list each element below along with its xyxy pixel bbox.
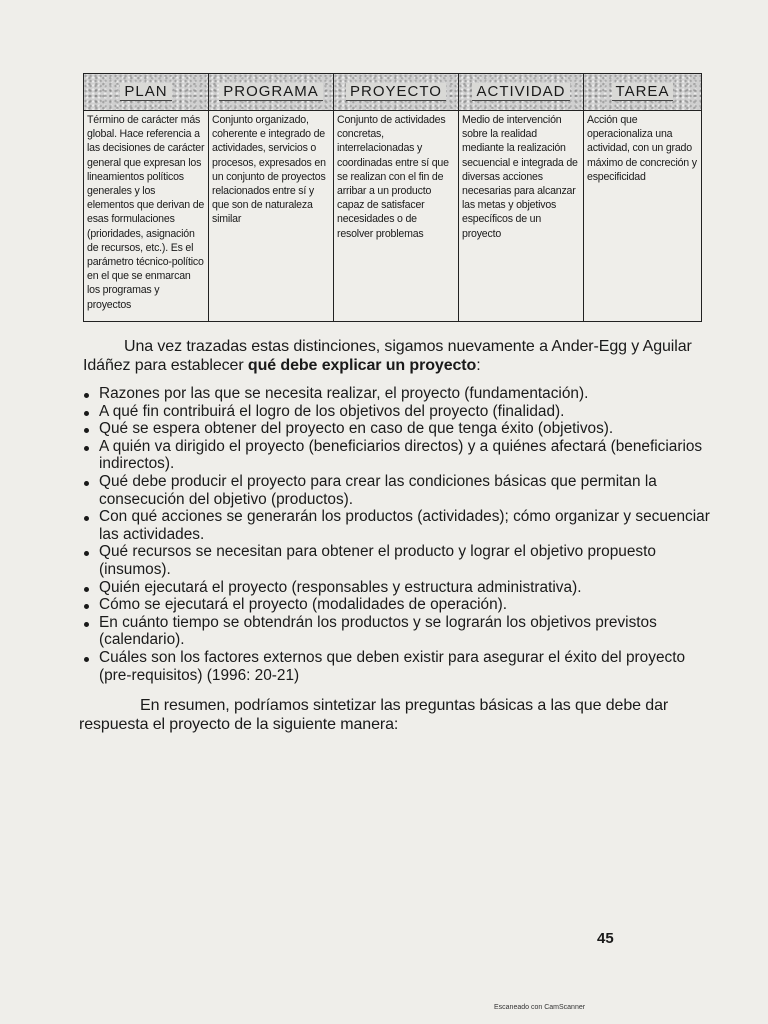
header-label: PROGRAMA (219, 83, 323, 101)
bullet-icon (84, 428, 89, 433)
intro-text: Una vez trazadas estas distinciones, sigamos nuevamente a Ander-Egg y Aguilar Idáñez para establecer (83, 338, 692, 374)
list-item-text: Cómo se ejecutará el proyecto (modalidades de operación). (99, 596, 508, 614)
list-item (80, 543, 720, 578)
bullet-icon (84, 587, 89, 592)
cell-text: Acción que operacionaliza una actividad, con un grado máximo de concreción y especificidad (587, 114, 697, 183)
list-item-text: A qué fin contribuirá el logro de los objetivos del proyecto (finalidad). (99, 402, 565, 420)
list-item (80, 508, 720, 543)
list-item (80, 579, 720, 597)
list-item (80, 403, 720, 421)
list-item-text: Qué debe producir el proyecto para crear las condiciones básicas que permitan la consecución del objetivo (productos). (99, 472, 657, 508)
page-number: 45 (597, 930, 614, 947)
header-tarea (584, 74, 702, 111)
header-plan (84, 74, 209, 111)
header-proyecto (334, 74, 459, 111)
bullet-list (80, 385, 720, 684)
header-programa (209, 74, 334, 111)
bullet-icon (84, 604, 89, 609)
bullet-icon (84, 411, 89, 416)
list-item-text: En cuánto tiempo se obtendrán los productos y se lograrán los objetivos previstos (calendario). (99, 613, 657, 649)
list-item-text: Qué recursos se necesitan para obtener el producto y lograr el objetivo propuesto (insumos). (99, 543, 656, 578)
bullet-icon (84, 446, 89, 451)
list-item (80, 596, 720, 614)
list-item (80, 420, 720, 438)
bullet-icon (84, 481, 89, 486)
list-item (80, 473, 720, 508)
list-item-text: Quién ejecutará el proyecto (responsables y estructura administrativa). (99, 578, 582, 596)
list-item-text: Cuáles son los factores externos que deben existir para asegurar el éxito del proyecto (pre-requisitos) (1996: 20-21) (99, 648, 686, 684)
bullet-icon (84, 622, 89, 627)
bullet-icon (84, 657, 89, 662)
list-item (80, 614, 720, 649)
bullet-icon (84, 516, 89, 521)
header-actividad (459, 74, 584, 111)
cell-proyecto (334, 111, 459, 322)
cell-plan (84, 111, 209, 322)
header-label: PLAN (120, 83, 171, 101)
intro-bold: qué debe explicar un proyecto (247, 357, 477, 374)
definitions-table (83, 73, 702, 322)
table-row (84, 111, 702, 322)
header-label: ACTIVIDAD (472, 83, 569, 101)
summary-paragraph: En resumen, podríamos sintetizar las preguntas básicas a las que debe dar respuesta el proyecto de la siguiente manera: (79, 697, 669, 733)
cell-actividad (459, 111, 584, 322)
list-item (80, 438, 720, 473)
scanner-watermark: Escaneado con CamScanner (494, 1004, 586, 1011)
cell-text: Medio de intervención sobre la realidad mediante la realización secuencial e integrada de diversas acciones necesarias para alcanzar las metas y objetivos específicos de un proyecto (462, 114, 578, 240)
list-item-text: Qué se espera obtener del proyecto en caso de que tenga éxito (objetivos). (99, 420, 614, 438)
cell-tarea (584, 111, 702, 322)
list-item-text: Razones por las que se necesita realizar, el proyecto (fundamentación). (99, 385, 589, 402)
list-item-text: A quién va dirigido el proyecto (beneficiarios directos) y a quiénes afectará (beneficiarios indirectos). (99, 437, 703, 473)
header-label: PROYECTO (346, 83, 446, 101)
bullet-icon (84, 551, 89, 556)
list-item (80, 385, 720, 403)
list-item-text: Con qué acciones se generarán los productos (actividades); cómo organizar y secuenciar las actividades. (99, 508, 710, 543)
bullet-icon (84, 393, 89, 398)
header-label: TAREA (612, 83, 674, 101)
intro-paragraph (83, 337, 723, 375)
list-item (80, 649, 720, 684)
cell-text: Conjunto organizado, coherente e integrado de actividades, servicios o procesos, expresados en un conjunto de proyectos relacionados entre sí y que son de naturaleza similar (212, 114, 326, 226)
cell-text: Término de carácter más global. Hace referencia a las decisiones de carácter general que expresan los lineamientos políticos generales y los elementos que derivan de esas formulaciones (prioridades, asignación de recursos, etc.). Es el parámetro técnico-político en el que se enmarcan los programas y proyectos (87, 114, 205, 311)
table-header-row (84, 74, 702, 111)
cell-text: Conjunto de actividades concretas, interrelacionadas y coordinadas entre sí que se realizan con el fin de arribar a un producto capaz de satisfacer necesidades o de resolver problemas (337, 114, 449, 240)
intro-colon: : (476, 357, 481, 374)
cell-programa (209, 111, 334, 322)
